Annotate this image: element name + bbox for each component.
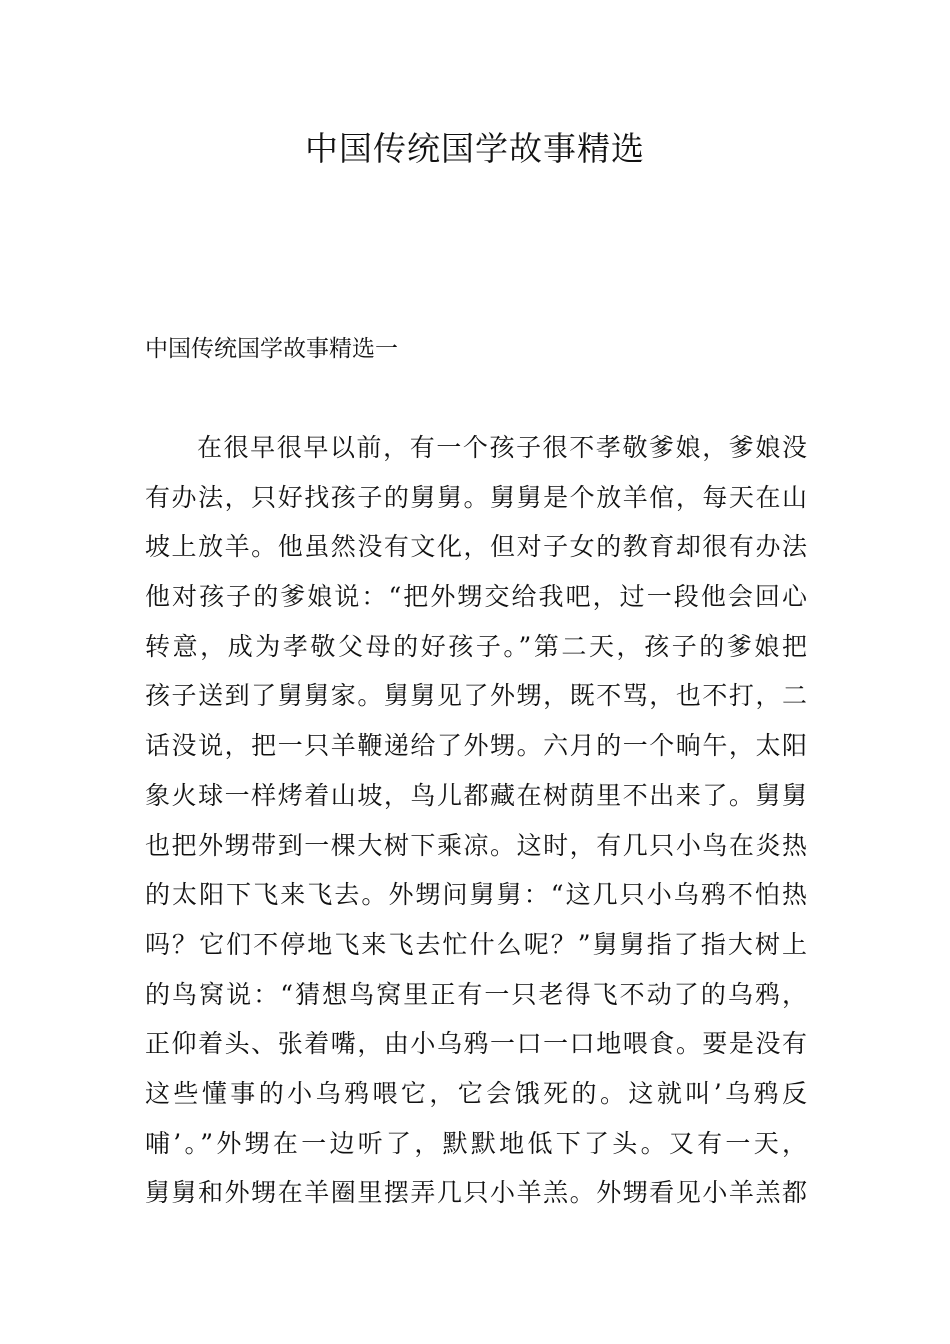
body-line: 在很早很早以前，有一个孩子很不孝敬爹娘，爹娘没 [197,433,807,462]
body-line: 哺’。”外甥在一边听了，默默地低下了头。又有一天， [145,1128,807,1158]
body-line: 正仰着头、张着嘴，由小乌鸦一口一口地喂食。要是没有 [145,1029,807,1059]
body-line: 也把外甥带到一棵大树下乘凉。这时，有几只小鸟在炎热 [145,830,807,860]
body-line: 孩子送到了舅舅家。舅舅见了外甥，既不骂，也不打，二 [145,681,807,711]
document-title: 中国传统国学故事精选 [305,129,645,168]
body-line: 这些懂事的小乌鸦喂它，它会饿死的。这就叫’乌鸦反 [145,1078,807,1108]
body-line: 的鸟窝说：“猜想鸟窝里正有一只老得飞不动了的乌鸦， [145,979,807,1009]
body-line: 话没说，把一只羊鞭递给了外甥。六月的一个晌午，太阳 [145,731,807,761]
body-line: 象火球一样烤着山坡，鸟儿都藏在树荫里不出来了。舅舅 [145,780,807,810]
body-line: 的太阳下飞来飞去。外甥问舅舅：“这几只小乌鸦不怕热 [145,880,807,910]
section-heading: 中国传统国学故事精选一 [145,336,398,362]
body-line: 转意，成为孝敬父母的好孩子。”第二天，孩子的爹娘把 [145,631,807,661]
body-line: 他对孩子的爹娘说：“把外甥交给我吧，过一段他会回心 [145,582,807,612]
body-line: 舅舅和外甥在羊圈里摆弄几只小羊羔。外甥看见小羊羔都 [145,1178,807,1208]
body-line: 吗？它们不停地飞来飞去忙什么呢？”舅舅指了指大树上 [145,929,807,959]
body-line: 坡上放羊。他虽然没有文化，但对子女的教育却很有办法 [145,532,807,562]
body-line: 有办法，只好找孩子的舅舅。舅舅是个放羊倌，每天在山 [145,482,807,512]
body-paragraph [145,428,807,1223]
